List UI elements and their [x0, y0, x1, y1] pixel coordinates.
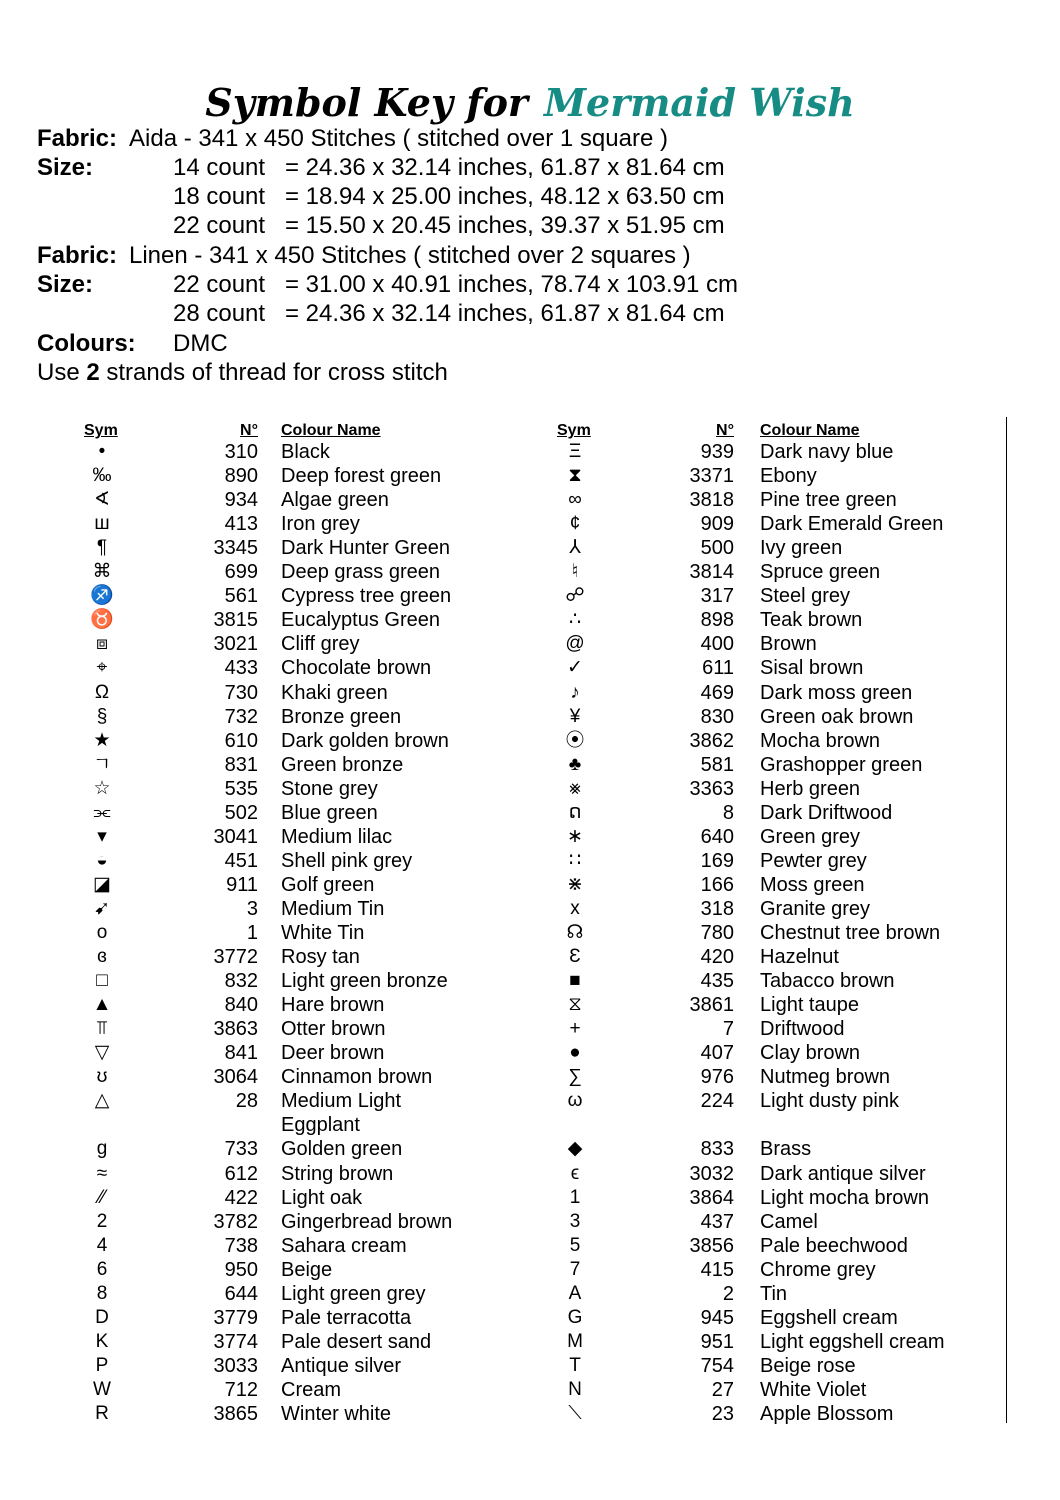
dmc-number: 581 — [700, 753, 734, 776]
colour-name: Green oak brown — [760, 705, 914, 728]
symbol-glyph: A — [568, 1282, 582, 1304]
colour-name: Chestnut tree brown — [760, 922, 941, 944]
symbol-glyph: W — [93, 1378, 111, 1400]
dmc-number: 611 — [702, 657, 734, 680]
symbol-glyph: ⁄⁄ — [98, 1186, 106, 1208]
right-header-sym: Sym — [557, 422, 591, 439]
symbol-glyph: ⧈ — [95, 633, 109, 655]
dmc-number: 8 — [722, 801, 734, 824]
symbol-glyph: ▾ — [97, 825, 107, 847]
symbol-glyph: M — [567, 1330, 583, 1352]
colour-name: Moss green — [760, 873, 865, 896]
colour-name: Black — [281, 441, 330, 463]
dmc-number: 561 — [224, 585, 258, 608]
dmc-number: 437 — [700, 1210, 734, 1233]
symbol-glyph: ✓ — [567, 657, 583, 679]
dmc-number: 951 — [700, 1330, 734, 1353]
symbol-glyph: ◪ — [93, 873, 111, 895]
size-linen-line-1 — [37, 270, 837, 299]
colour-name: Herb green — [760, 777, 861, 800]
dmc-number: 733 — [224, 1138, 258, 1161]
left-header-sym: Sym — [84, 422, 118, 439]
colour-name: Iron grey — [281, 513, 360, 536]
dmc-number: 3779 — [213, 1306, 258, 1329]
size-dims: = 15.50 x 20.45 inches, 39.37 x 51.95 cm — [285, 212, 725, 239]
symbol-glyph: N — [568, 1378, 582, 1400]
symbol-glyph: g — [96, 1138, 108, 1160]
strands-post: strands of thread for cross stitch — [99, 359, 448, 386]
dmc-number: 841 — [224, 1042, 258, 1065]
dmc-number: 3 — [246, 897, 258, 920]
dmc-number: 3363 — [689, 777, 734, 800]
dmc-number: 420 — [700, 946, 734, 969]
dmc-number: 3033 — [213, 1354, 258, 1377]
symbol-glyph: ດ — [568, 801, 582, 823]
symbol-glyph: 8 — [96, 1282, 108, 1304]
symbol-glyph: ʊ — [96, 1066, 108, 1088]
colour-name: Hazelnut — [760, 946, 839, 969]
dmc-number: 712 — [224, 1378, 258, 1401]
symbol-glyph — [555, 1113, 595, 1137]
colour-name: Dark Emerald Green — [760, 513, 944, 536]
colours-value: DMC — [173, 330, 228, 357]
dmc-number: 831 — [224, 753, 258, 776]
colour-name: Driftwood — [760, 1018, 845, 1041]
colour-name: Cliff grey — [281, 633, 360, 656]
symbol-glyph: ⨳ — [569, 777, 581, 799]
dmc-number: 3371 — [689, 465, 734, 488]
size-dims: = 24.36 x 32.14 inches, 61.87 x 81.64 cm — [285, 154, 725, 181]
dmc-number: 3774 — [213, 1330, 258, 1353]
symbol-glyph: ♉ — [90, 609, 114, 631]
colour-name: Pale terracotta — [281, 1306, 412, 1329]
symbol-glyph: ¢ — [569, 513, 581, 535]
dmc-number: 3861 — [689, 994, 734, 1017]
size-count: 22 count — [173, 212, 266, 239]
colour-name: Otter brown — [281, 1018, 386, 1041]
colour-name: Sahara cream — [281, 1234, 407, 1257]
dmc-number: 911 — [226, 873, 258, 896]
colour-name: Hare brown — [281, 994, 385, 1017]
colour-name: Brown — [760, 633, 817, 656]
dmc-number: 169 — [700, 849, 734, 872]
size-dims: = 31.00 x 40.91 inches, 78.74 x 103.91 cm — [285, 271, 738, 298]
colour-name: Chrome grey — [760, 1258, 876, 1281]
symbol-glyph: ∞ — [568, 489, 582, 511]
colour-name — [265, 1089, 421, 1137]
colour-name: Beige — [281, 1258, 333, 1281]
dmc-number: 732 — [224, 705, 258, 728]
symbol-glyph: ♣ — [568, 753, 582, 775]
dmc-number: 832 — [224, 970, 258, 993]
colour-name: Brass — [760, 1138, 812, 1161]
colour-name: String brown — [281, 1162, 394, 1185]
colour-name: Tabacco brown — [760, 970, 895, 993]
dmc-number: 535 — [224, 777, 258, 800]
dmc-number: 934 — [224, 489, 258, 512]
dmc-number: 3815 — [213, 609, 258, 632]
colour-name: Khaki green — [281, 681, 388, 704]
colour-name: Sisal brown — [760, 657, 864, 680]
colour-name: Light oak — [281, 1186, 363, 1209]
dmc-number: 738 — [224, 1234, 258, 1257]
dmc-number: 1 — [246, 922, 258, 944]
symbol-glyph: ♮ — [571, 561, 579, 583]
dmc-number: 945 — [700, 1306, 734, 1329]
colour-name: Algae green — [281, 489, 389, 512]
symbol-glyph: ⫘ — [93, 801, 111, 823]
symbol-glyph: G — [567, 1306, 583, 1328]
dmc-number: 422 — [224, 1186, 258, 1209]
colour-name: Deep grass green — [281, 561, 440, 584]
symbol-glyph: • — [98, 441, 106, 462]
colour-name: Apple Blossom — [760, 1403, 894, 1425]
symbol-glyph: ➹ — [94, 897, 110, 919]
dmc-number: 435 — [700, 970, 734, 993]
symbol-glyph: ⧗ — [568, 465, 582, 487]
dmc-number: 7 — [722, 1018, 734, 1041]
dmc-number: 939 — [700, 441, 734, 463]
colour-name: Mocha brown — [760, 729, 881, 752]
dmc-number: 898 — [700, 609, 734, 632]
symbol-glyph: D — [95, 1306, 109, 1328]
colour-name: Dark golden brown — [281, 729, 449, 752]
colour-name: Rosy tan — [281, 946, 360, 969]
dmc-number: 754 — [700, 1354, 734, 1377]
dmc-number — [654, 1113, 734, 1137]
dmc-number: 28 — [235, 1090, 258, 1113]
symbol-glyph: 3 — [569, 1210, 581, 1232]
dmc-number: 3814 — [689, 561, 734, 584]
colour-name: Cypress tree green — [281, 585, 452, 608]
colour-name: White Tin — [281, 922, 365, 944]
dmc-number: 612 — [224, 1162, 258, 1185]
left-header-num: N° — [240, 422, 258, 439]
colour-name: Pale desert sand — [281, 1330, 432, 1353]
dmc-number: 3345 — [213, 537, 258, 560]
symbol-glyph: 1 — [569, 1186, 581, 1208]
colour-name: Bronze green — [281, 705, 402, 728]
symbol-glyph: ♐ — [90, 585, 114, 607]
symbol-glyph: ‰ — [92, 465, 112, 487]
symbol-glyph: ♪ — [570, 681, 580, 703]
right-header-num: N° — [716, 422, 734, 439]
symbol-glyph: ω — [567, 1090, 583, 1112]
symbol-glyph: ϵ — [570, 1162, 580, 1184]
colour-name: Gingerbread brown — [281, 1210, 453, 1233]
colour-name: Cream — [281, 1378, 342, 1401]
colour-name: Antique silver — [281, 1354, 402, 1377]
symbol-glyph: ∷ — [568, 849, 582, 871]
colour-name: Teak brown — [760, 609, 863, 632]
symbol-glyph: ㄱ — [92, 753, 112, 775]
colour-name: Grashopper green — [760, 753, 923, 776]
symbol-glyph: ▽ — [94, 1042, 110, 1064]
colour-name: Granite grey — [760, 897, 871, 920]
symbol-glyph: x — [570, 897, 580, 919]
dmc-number: 976 — [700, 1066, 734, 1089]
symbol-glyph: @ — [565, 633, 585, 655]
symbol-glyph: ɞ — [97, 946, 107, 968]
dmc-number: 3818 — [689, 489, 734, 512]
symbol-glyph: ▲ — [92, 994, 112, 1016]
size-count: 14 count — [173, 154, 266, 181]
dmc-number: 830 — [700, 705, 734, 728]
dmc-number: 433 — [224, 657, 258, 680]
dmc-number: 833 — [700, 1138, 734, 1161]
fabric-linen-text: Linen - 341 x 450 Stitches ( stitched over 2 squares ) — [129, 242, 691, 269]
symbol-glyph: Ω — [94, 681, 110, 703]
colour-name: Light eggshell cream — [760, 1330, 945, 1353]
colour-name: Medium lilac — [281, 825, 393, 848]
fabric-label: Fabric: — [37, 242, 118, 269]
dmc-number: 451 — [224, 849, 258, 872]
colour-name: Pine tree green — [760, 489, 897, 512]
dmc-number: 3041 — [213, 825, 258, 848]
dmc-number: 407 — [700, 1042, 734, 1065]
colour-name: Green bronze — [281, 753, 404, 776]
symbol-glyph: ⦿ — [565, 729, 585, 751]
pattern-name: Mermaid Wish — [543, 80, 855, 125]
dmc-number: 3021 — [213, 633, 258, 656]
colour-name: Winter white — [281, 1403, 392, 1425]
symbol-glyph: ★ — [93, 729, 111, 751]
dmc-number: 469 — [700, 681, 734, 704]
dmc-number: 166 — [700, 873, 734, 896]
colour-name: Stone grey — [281, 777, 378, 800]
symbol-glyph: ш — [94, 513, 110, 535]
dmc-number: 644 — [224, 1282, 258, 1305]
symbol-glyph: □ — [96, 970, 108, 992]
symbol-glyph: 4 — [96, 1234, 108, 1256]
symbol-glyph: Ξ — [568, 441, 582, 462]
symbol-glyph: ◆ — [567, 1138, 583, 1160]
fabric-linen-line — [37, 241, 691, 270]
fabric-aida-text: Aida - 341 x 450 Stitches ( stitched over 1 square ) — [129, 125, 668, 152]
colour-name: Light green bronze — [281, 970, 448, 993]
dmc-number: 502 — [224, 801, 258, 824]
colour-name: Eucalyptus Green — [281, 609, 440, 632]
colour-name: Cinnamon brown — [281, 1066, 433, 1089]
dmc-number: 318 — [700, 897, 734, 920]
dmc-number: 3032 — [689, 1162, 734, 1185]
colour-name: Deer brown — [281, 1042, 385, 1065]
colour-name: Eggshell cream — [760, 1306, 898, 1329]
colour-name-line: Medium Light Eggplant — [281, 1090, 402, 1137]
left-header-name: Colour Name — [281, 422, 381, 439]
dmc-number: 950 — [224, 1258, 258, 1281]
size-count: 28 count — [173, 300, 266, 327]
dmc-number: 3782 — [213, 1210, 258, 1233]
symbol-glyph: ☊ — [566, 922, 584, 943]
colour-name: Dark antique silver — [760, 1162, 926, 1185]
symbol-glyph: △ — [94, 1090, 110, 1112]
symbol-glyph: K — [95, 1330, 109, 1352]
colour-name: Light dusty pink — [760, 1090, 899, 1113]
symbol-glyph: ● — [569, 1042, 581, 1064]
symbol-glyph: o — [96, 922, 108, 943]
strands-count: 2 — [86, 359, 100, 386]
colour-name: Pale beechwood — [760, 1234, 908, 1257]
symbol-glyph: ∗ — [567, 825, 583, 847]
colour-name: Beige rose — [760, 1354, 856, 1377]
symbol-glyph: ⌖ — [96, 657, 108, 679]
colour-name: Dark moss green — [760, 681, 913, 704]
dmc-number: 610 — [224, 729, 258, 752]
dmc-number: 500 — [700, 537, 734, 560]
symbol-glyph: + — [569, 1018, 581, 1040]
right-header-name: Colour Name — [760, 422, 860, 439]
size-count: 18 count — [173, 183, 266, 210]
colour-name: Ivy green — [760, 537, 843, 560]
symbol-glyph: ¶ — [96, 537, 108, 559]
symbol-glyph: ⅄ — [569, 537, 581, 559]
colour-name: Dark navy blue — [760, 441, 894, 463]
dmc-number: 890 — [224, 465, 258, 488]
size-label: Size: — [37, 154, 94, 181]
size-label: Size: — [37, 271, 94, 298]
colour-name: Light mocha brown — [760, 1186, 929, 1209]
colour-name: Dark Hunter Green — [281, 537, 450, 560]
colour-name: Tin — [760, 1282, 788, 1305]
symbol-glyph: P — [95, 1354, 109, 1376]
dmc-number: 310 — [224, 441, 258, 463]
colour-name: Light green grey — [281, 1282, 426, 1305]
colour-name: Golden green — [281, 1138, 403, 1161]
colour-name: Shell pink grey — [281, 849, 413, 872]
colour-name: Dark Driftwood — [760, 801, 893, 824]
colour-name: Ebony — [760, 465, 817, 488]
right-border-line — [1006, 417, 1007, 1423]
size-dims: = 24.36 x 32.14 inches, 61.87 x 81.64 cm — [285, 300, 725, 327]
colour-name: Nutmeg brown — [760, 1066, 891, 1089]
symbol-glyph: ⧖ — [568, 994, 582, 1016]
symbol-glyph: ◒ — [96, 849, 108, 871]
size-count: 22 count — [173, 271, 266, 298]
colour-name: Camel — [760, 1210, 818, 1233]
dmc-number: 3863 — [213, 1018, 258, 1041]
dmc-number: 840 — [224, 994, 258, 1017]
symbol-glyph: 6 — [96, 1258, 108, 1280]
strands-pre: Use — [37, 359, 87, 386]
colour-name: Medium Tin — [281, 897, 385, 920]
dmc-number: 23 — [711, 1403, 734, 1425]
symbol-glyph: ☆ — [93, 777, 111, 799]
colours-label: Colours: — [37, 330, 136, 357]
colour-name: Pewter grey — [760, 849, 867, 872]
colour-name: Deep forest green — [281, 465, 442, 488]
colour-name: Green grey — [760, 825, 861, 848]
dmc-number: 730 — [224, 681, 258, 704]
dmc-number: 3064 — [213, 1066, 258, 1089]
size-dims: = 18.94 x 25.00 inches, 48.12 x 63.50 cm — [285, 183, 725, 210]
dmc-number: 3865 — [213, 1403, 258, 1425]
dmc-number: 2 — [722, 1282, 734, 1305]
fabric-label: Fabric: — [37, 125, 118, 152]
dmc-number: 317 — [700, 585, 734, 608]
page-title — [0, 80, 1060, 126]
symbol-glyph: ∴ — [568, 609, 582, 631]
symbol-glyph: T — [569, 1354, 581, 1376]
dmc-number: 699 — [224, 561, 258, 584]
symbol-glyph: ∢ — [94, 489, 110, 511]
dmc-number: 224 — [700, 1090, 734, 1113]
colours-line — [37, 329, 228, 358]
dmc-number: 909 — [700, 513, 734, 536]
symbol-glyph: ∑ — [568, 1066, 582, 1088]
size-aida-line-1 — [37, 153, 837, 182]
dmc-number: 3856 — [689, 1234, 734, 1257]
colour-name: Golf green — [281, 873, 375, 896]
symbol-glyph: ⫪ — [96, 1018, 108, 1040]
symbol-glyph: ⋇ — [567, 873, 583, 895]
symbol-glyph: R — [95, 1403, 109, 1424]
dmc-number: 3772 — [213, 946, 258, 969]
dmc-number: 3864 — [689, 1186, 734, 1209]
dmc-number: 640 — [700, 825, 734, 848]
dmc-number: 400 — [700, 633, 734, 656]
dmc-number: 3862 — [689, 729, 734, 752]
strands-line — [37, 358, 448, 387]
symbol-glyph: ■ — [569, 970, 581, 992]
colour-name: Blue green — [281, 801, 378, 824]
colour-name: Steel grey — [760, 585, 851, 608]
symbol-glyph: ☍ — [565, 585, 585, 607]
colour-name: Spruce green — [760, 561, 881, 584]
colour-name: Light taupe — [760, 994, 859, 1017]
symbol-glyph: ≈ — [96, 1162, 108, 1184]
symbol-glyph: 7 — [569, 1258, 581, 1280]
dmc-number: 415 — [700, 1258, 734, 1281]
colour-name: Chocolate brown — [281, 657, 432, 680]
colour-name: White Violet — [760, 1378, 867, 1401]
symbol-glyph: 5 — [569, 1234, 581, 1256]
fabric-aida-line — [37, 124, 668, 153]
symbol-glyph: Ɛ — [569, 946, 581, 968]
symbol-glyph: ¥ — [569, 705, 581, 727]
title-prefix: Symbol Key for — [205, 80, 528, 125]
dmc-number: 413 — [224, 513, 258, 536]
colour-name: Clay brown — [760, 1042, 861, 1065]
symbol-glyph: ⌘ — [92, 561, 112, 583]
symbol-glyph: 2 — [96, 1210, 108, 1232]
dmc-number: 780 — [700, 922, 734, 944]
symbol-glyph: § — [96, 705, 108, 727]
dmc-number: 27 — [711, 1378, 734, 1401]
symbol-glyph: ⟍ — [568, 1403, 582, 1424]
